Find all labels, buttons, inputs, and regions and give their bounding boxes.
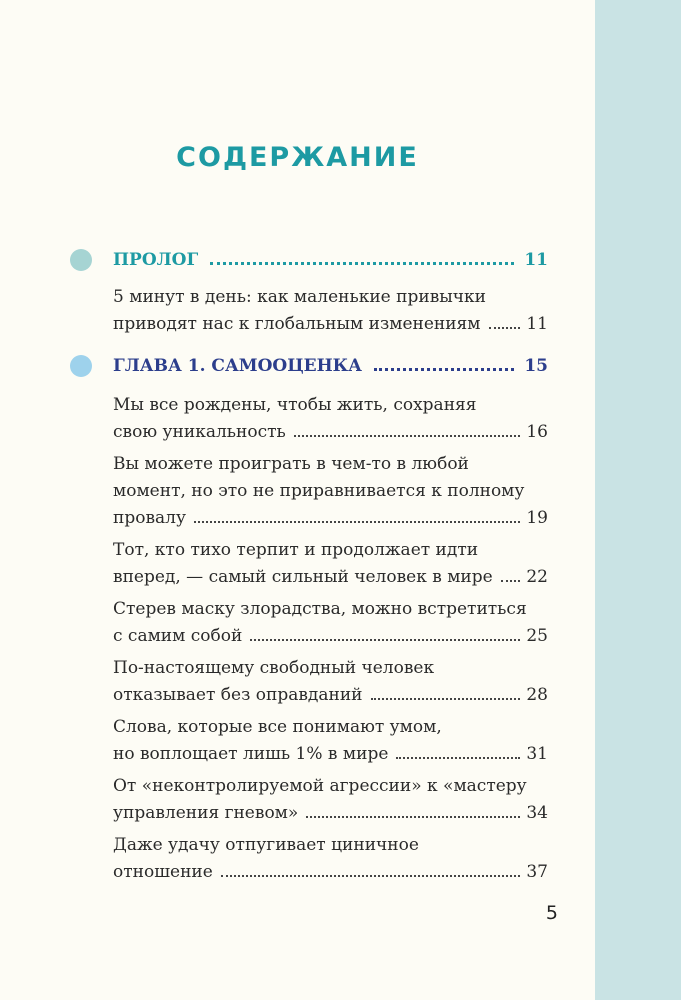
dot-leader xyxy=(294,435,521,437)
entry-page-number: 25 xyxy=(526,626,548,646)
dot-leader xyxy=(371,698,521,700)
toc-entry-line: От «неконтролируемой агрессии» к «мастеру xyxy=(113,776,527,796)
toc-entry[interactable] xyxy=(113,284,548,338)
toc-entry[interactable] xyxy=(113,832,548,886)
dot-leader xyxy=(501,580,521,582)
toc-entry[interactable] xyxy=(113,714,548,768)
section-page-number: 11 xyxy=(524,250,548,270)
toc-entry-last-line xyxy=(113,741,548,768)
dot-leader xyxy=(210,262,514,265)
section-bullet-icon xyxy=(70,355,92,377)
dot-leader xyxy=(306,816,520,818)
dot-leader xyxy=(396,757,520,759)
toc-entry-line: провалу xyxy=(113,508,186,528)
dot-leader xyxy=(374,368,514,371)
toc-entry[interactable] xyxy=(113,773,548,827)
entry-page-number: 22 xyxy=(526,567,548,587)
section-heading-label: ГЛАВА 1. САМООЦЕНКА xyxy=(113,356,362,376)
dot-leader xyxy=(250,639,520,641)
toc-entry[interactable] xyxy=(113,655,548,709)
toc-entry-line: вперед, — самый сильный человек в мире xyxy=(113,567,493,587)
entry-page-number: 19 xyxy=(526,508,548,528)
toc-entry-last-line xyxy=(113,859,548,886)
toc-section-heading[interactable] xyxy=(113,356,548,376)
toc-entry-line: приводят нас к глобальным изменениям xyxy=(113,314,481,334)
toc-entry-line: управления гневом» xyxy=(113,803,299,823)
toc-entry-line: 5 минут в день: как маленькие привычки xyxy=(113,287,486,307)
dot-leader xyxy=(221,875,521,877)
toc-entry-last-line xyxy=(113,682,548,709)
toc-entry-last-line xyxy=(113,419,548,446)
entry-page-number: 16 xyxy=(526,422,548,442)
toc-entry-last-line xyxy=(113,564,548,591)
entry-page-number: 31 xyxy=(526,744,548,764)
toc-entry-line: свою уникальность xyxy=(113,422,286,442)
toc-entry-line: По-настоящему свободный человек xyxy=(113,658,435,678)
side-band xyxy=(595,0,681,1000)
toc-section-heading[interactable] xyxy=(113,250,548,270)
toc-entry-last-line xyxy=(113,311,548,338)
page-number: 5 xyxy=(545,902,558,924)
section-page-number: 15 xyxy=(524,356,548,376)
toc-entry[interactable] xyxy=(113,451,548,532)
toc-entry[interactable] xyxy=(113,596,548,650)
section-bullet-icon xyxy=(70,249,92,271)
toc-entry-line: Слова, которые все понимают умом, xyxy=(113,717,442,737)
toc-entry-last-line xyxy=(113,505,548,532)
entry-page-number: 37 xyxy=(526,862,548,882)
toc-entry-line: Мы все рождены, чтобы жить, сохраняя xyxy=(113,395,477,415)
toc-entry-last-line xyxy=(113,623,548,650)
entry-page-number: 34 xyxy=(526,803,548,823)
dot-leader xyxy=(194,521,520,523)
toc-entry-line: момент, но это не приравнивается к полному xyxy=(113,481,525,501)
toc-entry-line: отказывает без оправданий xyxy=(113,685,363,705)
toc-entry[interactable] xyxy=(113,537,548,591)
entry-page-number: 28 xyxy=(526,685,548,705)
section-heading-label: ПРОЛОГ xyxy=(113,250,199,270)
toc-entry[interactable] xyxy=(113,392,548,446)
toc-entry-line: Вы можете проиграть в чем-то в любой xyxy=(113,454,469,474)
page-title: СОДЕРЖАНИЕ xyxy=(176,142,419,173)
toc-entry-line: с самим собой xyxy=(113,626,243,646)
toc-entry-last-line xyxy=(113,800,548,827)
entry-page-number: 11 xyxy=(526,314,548,334)
toc-entry-line: Тот, кто тихо терпит и продолжает идти xyxy=(113,540,479,560)
toc-entry-line: отношение xyxy=(113,862,213,882)
toc-entry-line: но воплощает лишь 1% в мире xyxy=(113,744,389,764)
dot-leader xyxy=(489,327,521,329)
toc-entry-line: Даже удачу отпугивает циничное xyxy=(113,835,419,855)
toc-entry-line: Стерев маску злорадства, можно встретиться xyxy=(113,599,527,619)
